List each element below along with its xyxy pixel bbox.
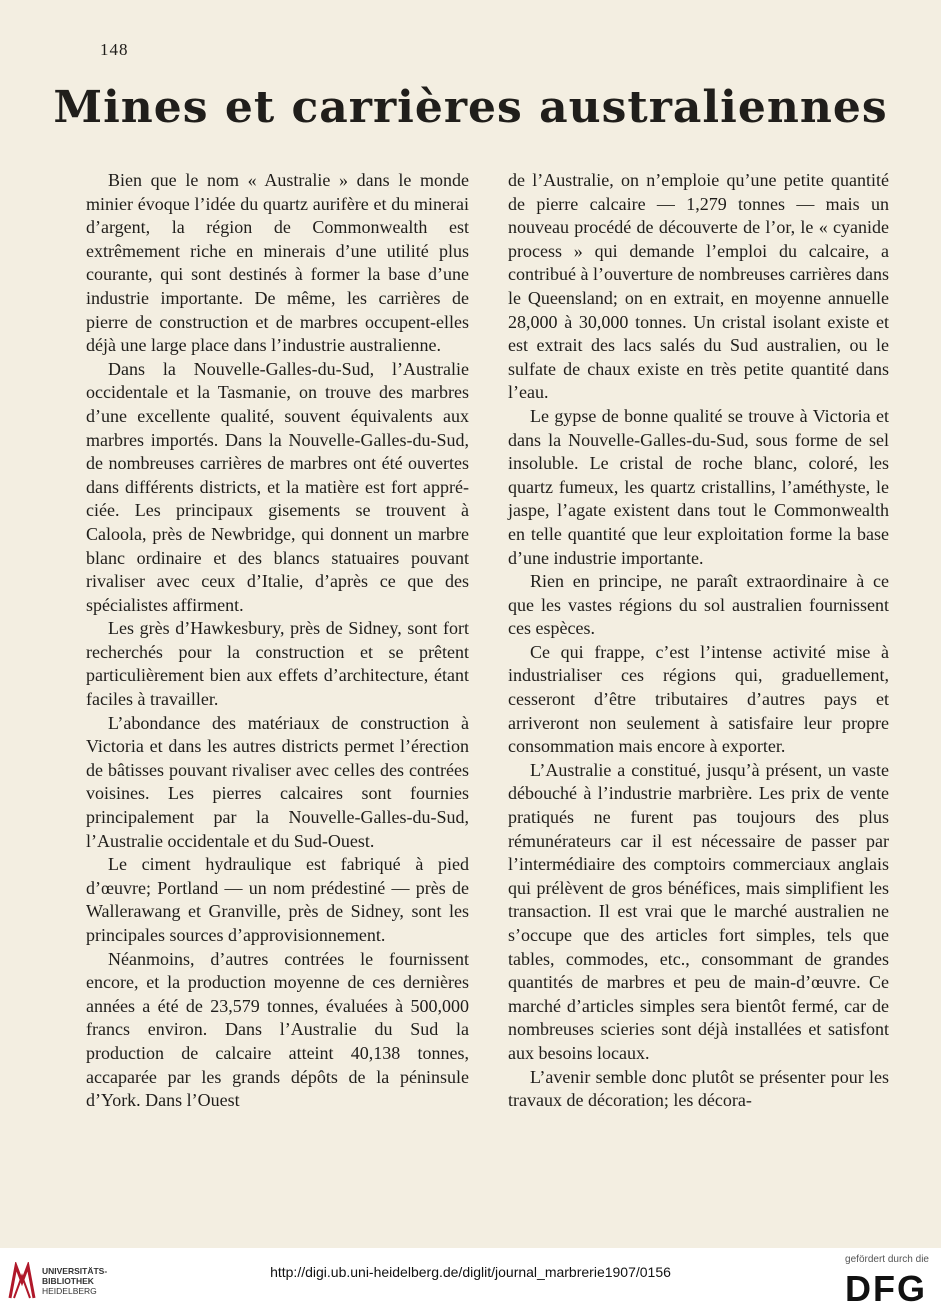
paragraph: Les grès d’Hawkesbury, près de Sidney, sont fort recherchés pour la construction et se prêtent particulièrement bien aux effets d’architecture, étant faciles à travailler. <box>86 618 469 710</box>
dfg-logo[interactable]: DFG <box>845 1268 927 1309</box>
paragraph: Néanmoins, d’autres contrées le fournissent encore, et la production moyenne de ces dernières années a été de 23,579 tonnes, évaluées à 500,000 francs environ. Dans l’Australie du Sud la production de calcaire atteint 40,138 tonnes, accaparée par les grands dépôts de la péninsule d’York. Dans l’Ouest <box>86 948 469 1111</box>
funding-note: gefördert durch die <box>845 1254 929 1265</box>
right-column <box>508 169 889 1113</box>
article-title: Mines et carrières australiennes <box>53 82 888 133</box>
footer-bar <box>0 1248 941 1314</box>
paragraph: L’abondance des matériaux de construction à Victoria et dans les autres districts permet l’érection de bâtisses pouvant rivaliser avec celles des contrées voisines. Les pierres calcaires sont fournies principalement par la Nouvelle-Galles-du-Sud, l’Australie occidentale et du Sud-Ouest. <box>86 712 469 851</box>
paragraph: L’avenir semble donc plutôt se présenter pour les travaux de décoration; les décora- <box>508 1066 889 1111</box>
left-column <box>86 169 469 1113</box>
permalink-url[interactable]: http://digi.ub.uni-heidelberg.de/diglit/journal_marbrerie1907/0156 <box>270 1264 671 1280</box>
library-line-2: BIBLIOTHEK <box>42 1276 94 1286</box>
paragraph: Rien en principe, ne paraît extraordinaire à ce que les vastes régions du sol australien fournissent ces espèces. <box>508 571 889 639</box>
page-number: 148 <box>100 40 129 59</box>
paragraph: L’Australie a constitué, jusqu’à présent, un vaste débouché à l’industrie marbrière. Les prix de vente pratiqués ne furent pas toujours des plus rémunérateurs car il est nécessaire de passer par l’intermédiaire des comptoirs commerciaux anglais qui prélèvent de gros bénéfices, mais simplifient les transaction. Il est vrai que le marché australien ne s’occupe que des articles fort simples, tels que tables, commodes, etc., consommant de grandes quantités de marbres et peu de main-d’œuvre. Ce marché d’articles simples sera bientôt fermé, car de nombreuses scieries sont déjà installées et satisfont aux besoins locaux. <box>508 759 889 1063</box>
paragraph: Dans la Nouvelle-Galles-du-Sud, l’Australie occidentale et la Tasmanie, on trouve des marbres d’une excellente qualité, souvent équivalents aux marbres importés. Dans la Nouvelle-Galles-du-Sud, de nombreuses carrières de marbres ont été ouvertes dans différents districts, et la matière est fort appréciée. Les principaux gisements se trouvent à Caloola, près de Newbridge, qui donnent un marbre blanc ordinaire et des blancs statuaires pouvant rivaliser avec ceux d’Italie, d’après ce que des spécialistes affirment. <box>86 358 469 615</box>
paragraph: Bien que le nom « Australie » dans le monde minier évoque l’idée du quartz aurifère et du minerai d’argent, la région de Commonwealth est extrêmement riche en minerais d’une utilité plus courante, qui sont destinés à former la base d’une industrie importante. De même, les carrières de pierre de construction et de marbres occupent-elles déjà une large place dans l’industrie australienne. <box>86 170 469 356</box>
paragraph: Le ciment hydraulique est fabriqué à pied d’œuvre; Portland — un nom prédestiné — près de Wallerawang et Granville, près de Sidney, sont les principales sources d’approvisionnement. <box>86 854 469 945</box>
library-line-1: UNIVERSITÄTS- <box>42 1266 108 1276</box>
paragraph: Ce qui frappe, c’est l’intense activité mise à industrialiser ces régions qui, graduellement, cesseront d’être tributaires d’autres pays et arriveront non seulement à satisfaire leur propre consommation mais encore à exporter. <box>508 641 889 757</box>
library-line-3: HEIDELBERG <box>42 1286 97 1296</box>
paragraph: de l’Australie, on n’emploie qu’une petite quantité de pierre calcaire — 1,279 tonnes — mais un nouveau procédé de découverte de l’or, le « cyanide process » qui demande l’emploi du calcaire, a contribué à l’ouverture de nombreuses carrières dans le Queensland; on en extrait, en moyenne annuelle 28,000 à 30,000 tonnes. Un cristal isolant existe et est extrait des lacs salés du Sud australien, ou le sulfate de chaux existe en très petite quantité dans l’eau. <box>508 170 889 403</box>
paragraph: Le gypse de bonne qualité se trouve à Victoria et dans la Nouvelle-Galles-du-Sud, sous forme de sel insoluble. Le cristal de roche blanc, coloré, les quartz fumeux, les quartz cristallins, l’améthyste, le jaspe, l’agate existent dans tout le Commonwealth en telle quantité que leur exploitation forme la base d’une industrie importante. <box>508 405 889 568</box>
